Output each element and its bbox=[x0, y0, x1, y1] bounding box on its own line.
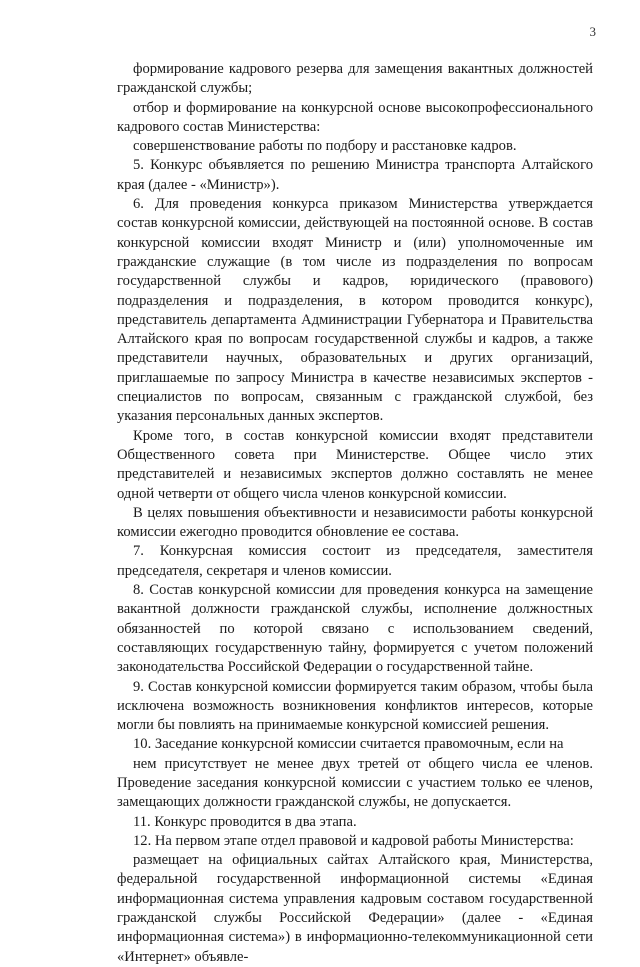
paragraph-6: Кроме того, в состав конкурсной комиссии входят представители Общественного совета при Министерстве. Общее число этих представителей и независимых экспертов должно составлять не менее одной четверти от общего числа членов конкурсной комиссии. bbox=[117, 427, 593, 502]
paragraph-9: 8. Состав конкурсной комиссии для проведения конкурса на замещение вакантной должности гражданской службы, исполнение должностных обязанностей по которой связано с использованием сведений, составляющих государственную тайну, формируется с учетом положений законодательства Российской Федерации о государственной тайне. bbox=[117, 582, 593, 676]
paragraph-5: 6. Для проведения конкурса приказом Министерства утверждается состав конкурсной комиссии, действующей на постоянной основе. В состав конкурсной комиссии входят Министр и (или) уполномоченные им гражданские служащие (в том числе из подразделения по вопросам государственной службы и кадров, юридического (правового) подразделения и подразделения, в котором проводится конкурс), представитель департамента Администрации Губернатора и Правительства Алтайского края по вопросам государственной службы и кадров, а также представители научных, образовательных и других организаций, приглашаемые по запросу Министра в качестве независимых экспертов - специалистов по вопросам, связанным с гражданской службой, без указания персональных данных экспертов. bbox=[117, 196, 593, 425]
paragraph-4: 5. Конкурс объявляется по решению Министра транспорта Алтайского края (далее - «Министр»). bbox=[117, 157, 593, 193]
paragraph-12: нем присутствует не менее двух третей от общего числа ее членов. Проведение заседания конкурсной комиссии с участием только ее членов, замещающих должности гражданской службы, не допускается. bbox=[117, 755, 593, 811]
paragraph-8: 7. Конкурсная комиссия состоит из председателя, заместителя председателя, секретаря и членов комиссии. bbox=[117, 543, 593, 579]
paragraph-13: 11. Конкурс проводится в два этапа. bbox=[133, 813, 357, 830]
paragraph-14: 12. На первом этапе отдел правовой и кадровой работы Министерства: bbox=[133, 832, 574, 849]
paragraph-2: отбор и формирование на конкурсной основе высокопрофессионального кадрового состав Министерства: bbox=[117, 99, 593, 135]
paragraph-7: В целях повышения объективности и независимости работы конкурсной комиссии ежегодно проводится обновление ее состава. bbox=[117, 504, 593, 541]
paragraph-10: 9. Состав конкурсной комиссии формируется таким образом, чтобы была исключена возможность возникновения конфликтов интересов, которые могли бы повлиять на принимаемые конкурсной комиссией решения. bbox=[117, 678, 593, 734]
paragraph-3: совершенствование работы по подбору и расстановке кадров. bbox=[133, 138, 517, 155]
paragraph-15: размещает на официальных сайтах Алтайского края, Министерства, федеральной государственной информационной системы «Единая информационная система управления кадровым составом государственной гражданской службы Российской Федерации» (далее - «Единая информационная система») в информационно-телекоммуникационной сети «Интернет» объявле- bbox=[117, 852, 593, 965]
paragraph-1: формирование кадрового резерва для замещения вакантных должностей гражданской службы; bbox=[117, 61, 593, 97]
paragraph-11: 10. Заседание конкурсной комиссии считается правомочным, если на bbox=[133, 736, 564, 753]
page-number: 3 bbox=[589, 24, 596, 39]
document-body bbox=[117, 60, 593, 967]
